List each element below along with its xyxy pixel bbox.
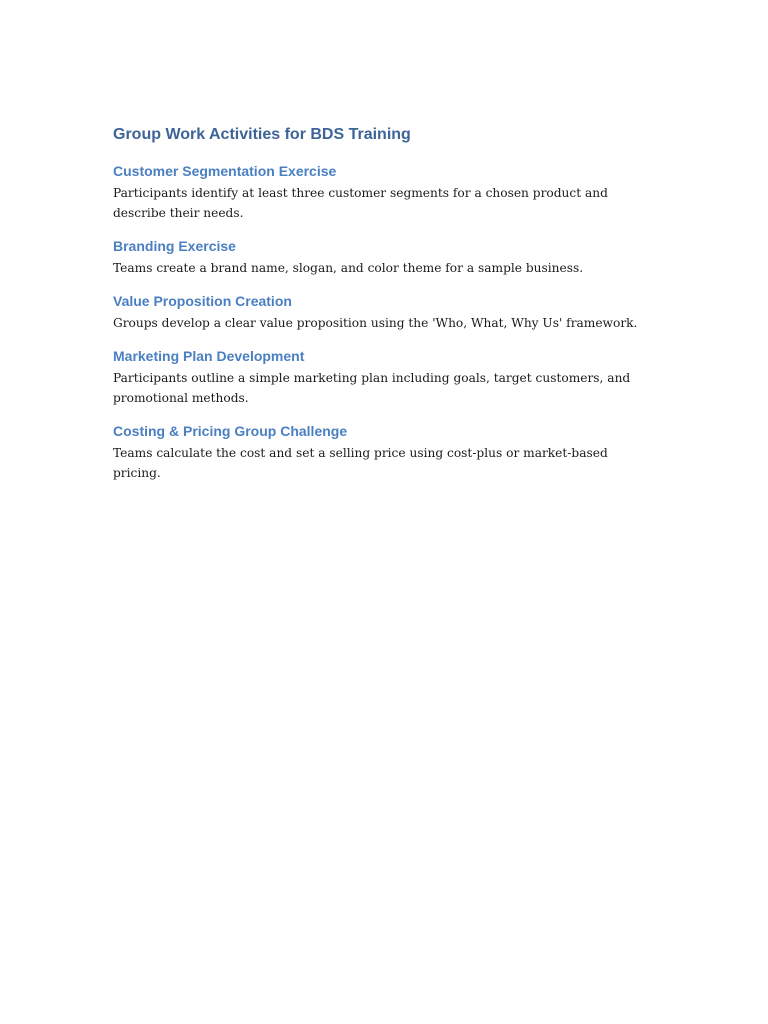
section-marketing-plan bbox=[113, 346, 653, 408]
section-branding bbox=[113, 236, 653, 278]
section-customer-segmentation bbox=[113, 161, 653, 223]
section-heading: Costing & Pricing Group Challenge bbox=[113, 423, 348, 439]
section-body: Participants identify at least three customer segments for a chosen product and describe their needs. bbox=[113, 186, 608, 220]
section-value-proposition bbox=[113, 291, 653, 333]
section-heading: Value Proposition Creation bbox=[113, 293, 292, 309]
document-content bbox=[113, 124, 653, 496]
section-body: Teams calculate the cost and set a selling price using cost-plus or market-based pricing. bbox=[113, 446, 608, 480]
section-heading: Customer Segmentation Exercise bbox=[113, 163, 337, 179]
section-body: Participants outline a simple marketing plan including goals, target customers, and promotional methods. bbox=[113, 371, 631, 405]
section-heading: Marketing Plan Development bbox=[113, 348, 305, 364]
section-body: Teams create a brand name, slogan, and color theme for a sample business. bbox=[113, 261, 584, 275]
section-costing-pricing bbox=[113, 421, 653, 483]
section-body: Groups develop a clear value proposition using the 'Who, What, Why Us' framework. bbox=[113, 316, 638, 330]
document-title: Group Work Activities for BDS Training bbox=[113, 126, 411, 143]
section-heading: Branding Exercise bbox=[113, 238, 236, 254]
